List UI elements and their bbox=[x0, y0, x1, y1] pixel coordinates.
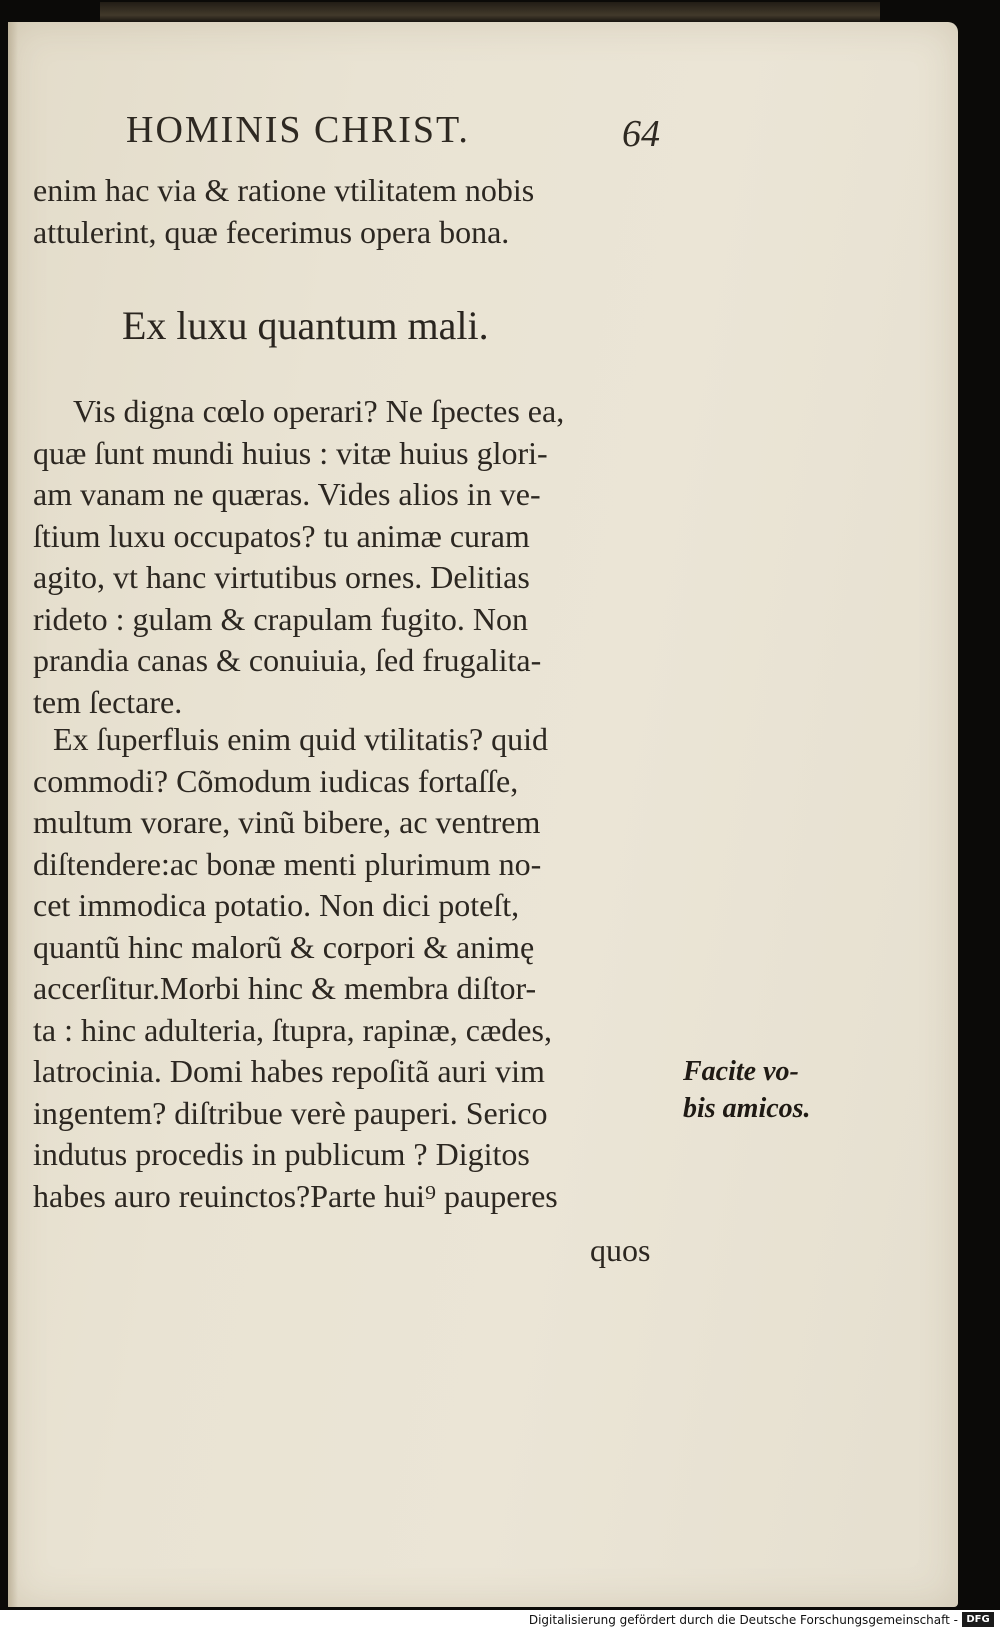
text-line: commodi? Cõmodum iudicas fortaſſe, bbox=[33, 762, 519, 799]
text-line: multum vorare, vinũ bibere, ac ventrem bbox=[33, 804, 541, 840]
text-line: agito, vt hanc virtutibus ornes. Delitias bbox=[33, 559, 530, 595]
catchword: quos bbox=[590, 1232, 651, 1268]
text-line: tem ſectare. bbox=[33, 683, 183, 720]
text-line: ta : hinc adulteria, ſtupra, rapinæ, cædes, bbox=[33, 1011, 552, 1048]
digitization-credit: Digitalisierung gefördert durch die Deutsche Forschungsgemeinschaft - bbox=[528, 1613, 958, 1627]
paragraph-1 bbox=[33, 391, 564, 723]
text-line: habes auro reuinctos?Parte hui⁹ pauperes bbox=[33, 1177, 558, 1214]
text-line: cet immodica potatio. Non dici poteſt, bbox=[33, 887, 520, 923]
text-line: prandia canas & conuiuia, ſed frugalita- bbox=[33, 642, 542, 678]
text-line: ſtium luxu occupatos? tu animæ curam bbox=[33, 517, 530, 554]
folio-number: 64 bbox=[622, 113, 660, 155]
text-line: ingentem? diſtribue verè pauperi. Serico bbox=[33, 1094, 548, 1131]
page-gutter-shadow bbox=[8, 22, 18, 1607]
text-line: am vanam ne quæras. Vides alios in ve- bbox=[33, 476, 541, 512]
marginal-note-line: bis amicos. bbox=[683, 1093, 811, 1124]
page-top-edge bbox=[100, 2, 880, 24]
text-line: attulerint, quæ fecerimus opera bona. bbox=[33, 213, 510, 250]
section-heading: Ex luxu quantum mali. bbox=[122, 303, 489, 348]
marginal-note bbox=[683, 1053, 811, 1127]
opening-lines bbox=[33, 170, 534, 253]
paragraph-2 bbox=[33, 719, 558, 1217]
text-line: rideto : gulam & crapulam fugito. Non bbox=[33, 600, 528, 637]
text-line: enim hac via & ratione vtilitatem nobis bbox=[33, 172, 535, 208]
marginal-note-line: Facite vo- bbox=[683, 1056, 799, 1087]
text-line: indutus procedis in publicum ? Digitos bbox=[33, 1136, 530, 1172]
text-line: quæ ſunt mundi huius : vitæ huius glori- bbox=[33, 434, 548, 471]
dfg-logo: DFG bbox=[962, 1612, 994, 1627]
text-line: Ex ſuperfluis enim quid vtilitatis? quid bbox=[53, 721, 549, 757]
text-line: latrocinia. Domi habes repoſitã auri vim bbox=[33, 1053, 545, 1089]
running-head: HOMINIS CHRIST. bbox=[126, 109, 470, 151]
text-line: diſtendere:ac bonæ menti plurimum no- bbox=[33, 845, 542, 882]
text-line: Vis digna cœlo operari? Ne ſpectes ea, bbox=[73, 393, 565, 429]
text-line: quantũ hinc malorũ & corpori & animę bbox=[33, 928, 535, 965]
text-line: accerſitur.Morbi hinc & membra diſtor- bbox=[33, 970, 537, 1006]
